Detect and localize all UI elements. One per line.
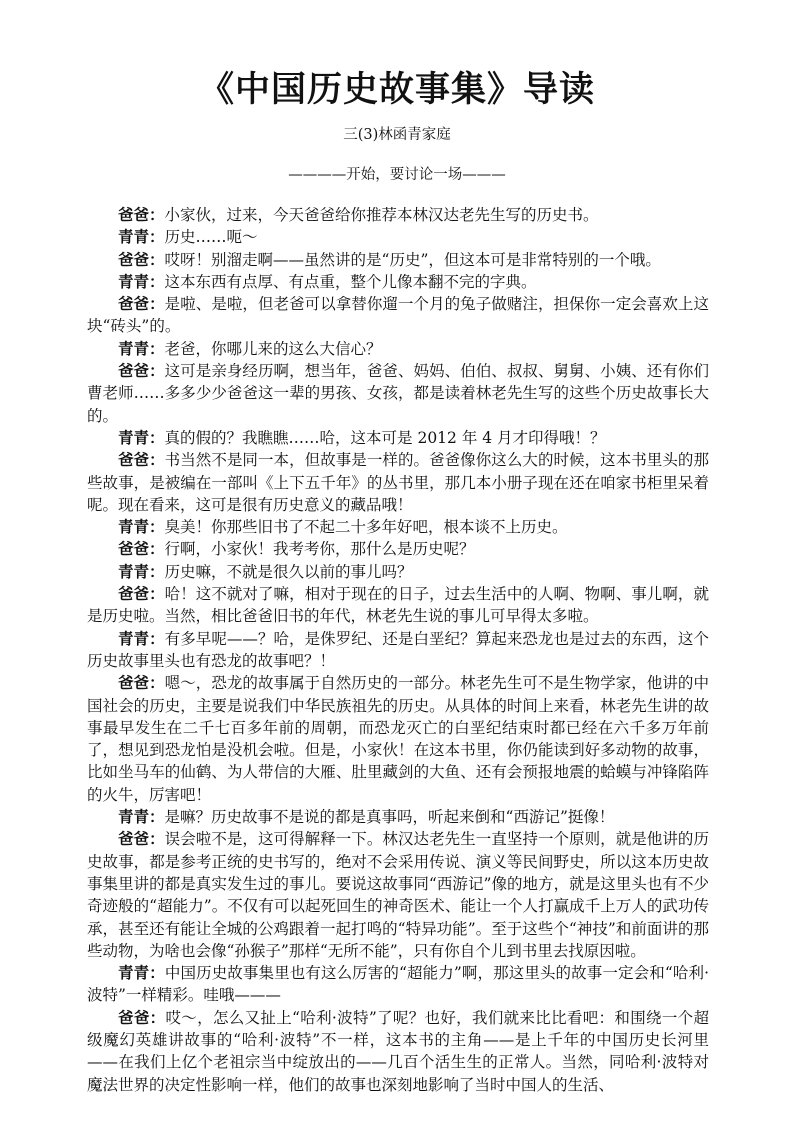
dialogue-text: 有多早呢——？哈，是侏罗纪、还是白垩纪？算起来恐龙也是过去的东西，这个历史故事里头也有恐龙的故事吧？！ xyxy=(87,629,709,670)
speaker-colon: ： xyxy=(149,271,165,291)
dialogue-line xyxy=(87,806,709,828)
dialogue-text: 误会啦不是，这可得解释一下。林汉达老先生一直坚持一个原则，就是他讲的历史故事，都是参考正统的史书写的，绝对不会采用传说、演义等民间野史，所以这本历史故事集里讲的都是真实发生过的事儿。要说这故事同“西游记”像的地方，就是这里头也有不少奇迹般的“超能力”。不仅有可以起死回生的神奇医术、能让一个人打赢成千上万人的武功传承，甚至还有能让全城的公鸡跟着一起打鸣的“特异功能”。至于这些个“神技”和前面讲的那些动物，为啥也会像“孙猴子”那样“无所不能”，只有你自个儿到书里去找原因啦。 xyxy=(87,830,709,960)
dialogue-line xyxy=(87,583,709,628)
dialogue-text: 老爸，你哪儿来的这么大信心？ xyxy=(164,339,382,358)
dialogue-line xyxy=(87,293,709,338)
speaker-label: 爸爸 xyxy=(118,1007,150,1027)
dialogue-line xyxy=(87,338,709,360)
dialogue-line xyxy=(87,1007,709,1096)
dialogue-line xyxy=(87,962,709,1007)
dialogue-line xyxy=(87,249,709,271)
speaker-label: 青青 xyxy=(118,807,150,827)
section-divider: ————开始，要讨论一场——— xyxy=(288,167,506,183)
speaker-colon: ： xyxy=(149,561,165,581)
author-line: 三(3)林函青家庭 xyxy=(343,127,451,143)
page-title: 《中国历史故事集》导读 xyxy=(198,69,595,110)
dialogue-line xyxy=(87,672,709,806)
dialogue-body xyxy=(87,204,709,1096)
speaker-colon: ： xyxy=(149,338,165,358)
speaker-colon: ： xyxy=(149,450,165,470)
speaker-label: 爸爸 xyxy=(118,294,150,314)
speaker-label: 青青 xyxy=(118,427,150,447)
speaker-label: 青青 xyxy=(118,517,150,537)
speaker-label: 爸爸 xyxy=(118,361,150,381)
speaker-label: 爸爸 xyxy=(118,205,150,224)
dialogue-line xyxy=(87,449,709,516)
speaker-colon: ： xyxy=(149,829,165,849)
dialogue-line xyxy=(87,427,709,449)
dialogue-text: 哈！这不就对了嘛，相对于现在的日子，过去生活中的人啊、物啊、事儿啊，就是历史啦。当然，相比爸爸旧书的年代，林老先生说的事儿可早得太多啦。 xyxy=(87,585,709,626)
dialogue-line xyxy=(87,628,709,673)
speaker-label: 爸爸 xyxy=(118,249,150,269)
dialogue-line xyxy=(87,204,709,226)
dialogue-line xyxy=(87,226,709,248)
dialogue-text: 是啦、是啦，但老爸可以拿替你遛一个月的兔子做赌注，担保你一定会喜欢上这块“砖头”的。 xyxy=(87,295,709,336)
dialogue-line xyxy=(87,360,709,427)
dialogue-text: 真的假的？我瞧瞧……哈，这本可是 2012 年 4 月才印得哦！？ xyxy=(164,428,606,447)
speaker-colon: ： xyxy=(149,517,165,537)
dialogue-text: 这可是亲身经历啊，想当年，爸爸、妈妈、伯伯、叔叔、舅舅、小姨、还有你们曹老师……多多少少爸爸这一辈的男孩、女孩，都是读着林老先生写的这些个历史故事长大的。 xyxy=(87,362,709,425)
dialogue-text: 历史……呃～ xyxy=(164,228,258,247)
speaker-label: 青青 xyxy=(118,628,150,648)
dialogue-line xyxy=(87,561,709,583)
speaker-colon: ： xyxy=(149,1007,166,1027)
dialogue-line xyxy=(87,538,709,560)
dialogue-line xyxy=(87,828,709,962)
speaker-colon: ： xyxy=(149,539,165,559)
speaker-colon: ： xyxy=(149,227,165,247)
speaker-label: 青青 xyxy=(118,338,150,358)
dialogue-text: 嗯～，恐龙的故事属于自然历史的一部分。林老先生可不是生物学家，他讲的中国社会的历史，主要是说我们中华民族祖先的历史。从具体的时间上来看，林老先生讲的故事最早发生在二千七百多年前的周朝，而恐龙灭亡的白垩纪结束时都已经在六千多万年前了，想见到恐龙怕是没机会啦。但是，小家伙！在这本书里，你仍能读到好多动物的故事，比如坐马车的仙鹤、为人带信的大雁、肚里藏剑的大鱼、还有会预报地震的蛤蟆与冲锋陷阵的火牛，厉害吧！ xyxy=(87,674,709,804)
speaker-colon: ： xyxy=(149,294,165,314)
speaker-colon: ： xyxy=(149,673,165,693)
dialogue-text: 历史嘛，不就是很久以前的事儿吗？ xyxy=(164,562,413,581)
dialogue-text: 这本东西有点厚、有点重，整个儿像本翻不完的字典。 xyxy=(164,272,537,291)
speaker-colon: ： xyxy=(149,249,165,269)
speaker-label: 青青 xyxy=(118,963,150,983)
speaker-label: 爸爸 xyxy=(118,829,150,849)
speaker-label: 青青 xyxy=(118,561,150,581)
speaker-colon: ： xyxy=(149,361,165,381)
speaker-colon: ： xyxy=(149,807,165,827)
dialogue-line xyxy=(87,516,709,538)
speaker-label: 爸爸 xyxy=(118,450,150,470)
dialogue-text: 中国历史故事集里也有这么厉害的“超能力”啊，那这里头的故事一定会和“哈利·波特”一样精彩。哇哦——— xyxy=(87,964,709,1005)
dialogue-text: 是嘛？历史故事不是说的都是真事吗，听起来倒和“西游记”挺像！ xyxy=(164,808,615,827)
speaker-colon: ： xyxy=(149,205,165,224)
dialogue-text: 哎呀！别溜走啊——虽然讲的是“历史”，但这本可是非常特别的一个哦。 xyxy=(164,250,661,269)
speaker-label: 青青 xyxy=(118,271,150,291)
speaker-colon: ： xyxy=(149,584,165,604)
dialogue-text: 哎～，怎么又扯上“哈利·波特”了呢？也好，我们就来比比看吧：和围绕一个超级魔幻英雄讲故事的“哈利·波特”不一样，这本书的主角——是上千年的中国历史长河里——在我们上亿个老祖宗当中绽放出的——几百个活生生的正常人。当然，同哈利·波特对魔法世界的决定性影响一样，他们的故事也深刻地影响了当时中国人的生活、 xyxy=(87,1008,709,1094)
speaker-colon: ： xyxy=(149,427,165,447)
speaker-colon: ： xyxy=(149,628,165,648)
speaker-label: 爸爸 xyxy=(118,584,150,604)
speaker-colon: ： xyxy=(149,963,165,983)
speaker-label: 青青 xyxy=(118,227,150,247)
speaker-label: 爸爸 xyxy=(118,673,150,693)
dialogue-text: 书当然不是同一本，但故事是一样的。爸爸像你这么大的时候，这本书里头的那些故事，是被编在一部叫《上下五千年》的丛书里，那几本小册子现在还在咱家书柜里呆着呢。现在看来，这可是很有历史意义的藏品哦！ xyxy=(87,451,709,514)
dialogue-line xyxy=(87,271,709,293)
speaker-label: 爸爸 xyxy=(118,539,150,559)
dialogue-text: 行啊，小家伙！我考考你，那什么是历史呢？ xyxy=(164,540,475,559)
dialogue-text: 小家伙，过来，今天爸爸给你推荐本林汉达老先生写的历史书。 xyxy=(164,206,599,224)
dialogue-text: 臭美！你那些旧书了不起二十多年好吧，根本谈不上历史。 xyxy=(164,518,568,537)
